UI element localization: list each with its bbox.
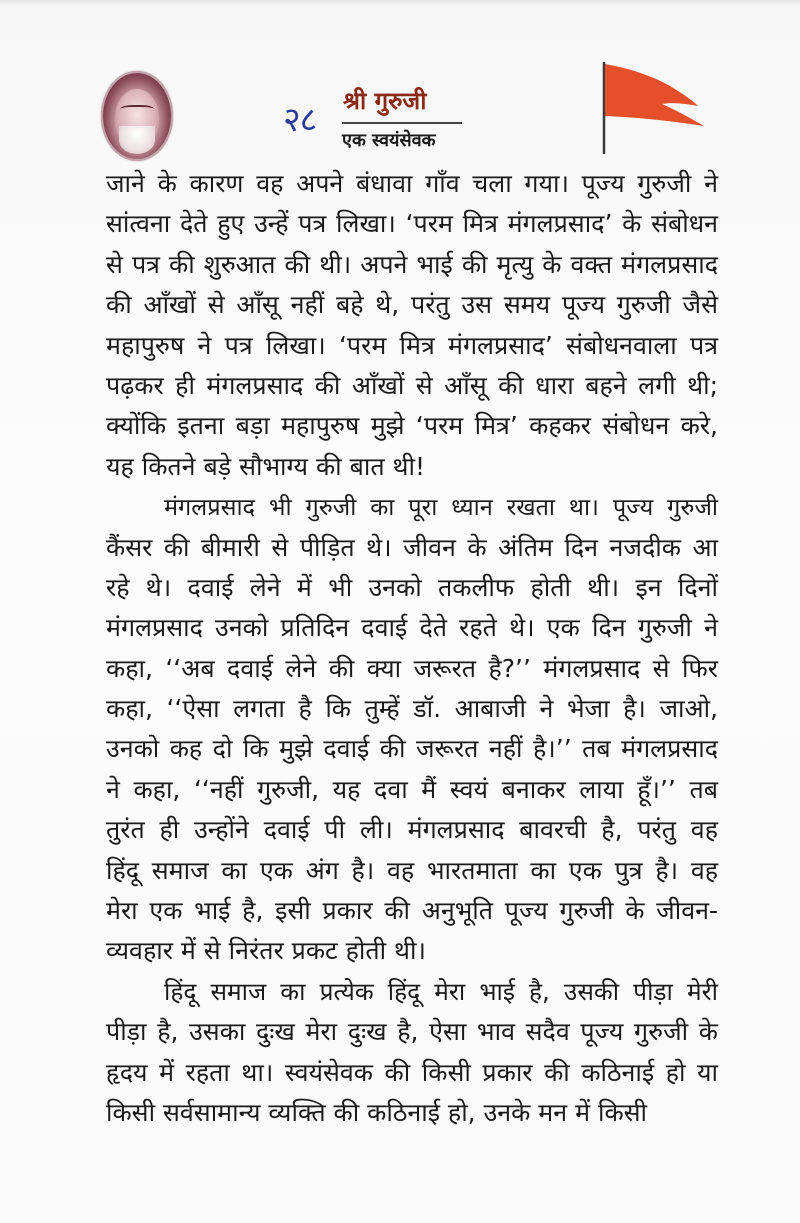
page-number: २८ — [283, 100, 317, 140]
text-line: महापुरुष ने पत्र लिखा। ‘परम मित्र मंगलप्रसाद’ संबोधनवाला पत्र — [106, 330, 718, 360]
portrait-beard — [119, 126, 155, 154]
text-line: जाने के कारण वह अपने बंधावा गाँव चला गया। पूज्य गुरुजी ने — [106, 169, 718, 198]
guruji-portrait — [101, 71, 173, 161]
text-line: कहा, ‘‘ऐसा लगता है कि तुम्हें डॉ. आबाजी ने भेजा है। जाओ, — [106, 694, 718, 724]
paragraph — [106, 487, 718, 972]
book-title: श्री गुरुजी — [343, 87, 427, 115]
text-line: हिंदू समाज का एक अंग है। वह भारतमाता का एक पुत्र है। वह — [106, 855, 718, 885]
flag-cloth — [605, 64, 704, 126]
body-text — [106, 164, 718, 1133]
text-line: तुरंत ही उन्होंने दवाई पी ली। मंगलप्रसाद बावरची है, परंतु वह — [106, 815, 718, 845]
text-line: की आँखों से आँसू नहीं बहे थे, परंतु उस समय पूज्य गुरुजी जैसे — [106, 290, 718, 320]
text-line: कहा, ‘‘अब दवाई लेने की क्या जरूरत है?’’ मंगलप्रसाद से फिर — [106, 653, 718, 683]
text-line: मंगलप्रसाद भी गुरुजी का पूरा ध्यान रखता था। पूज्य गुरुजी — [164, 493, 718, 522]
text-line: हिंदू समाज का प्रत्येक हिंदू मेरा भाई है, उसकी पीड़ा मेरी — [164, 976, 718, 1006]
text-line: व्यवहार में से निरंतर प्रकट होती थी। — [106, 936, 426, 966]
text-line: मेरा एक भाई है, इसी प्रकार की अनुभूति पूज्य गुरुजी के जीवन- — [106, 896, 718, 926]
text-line: यह कितने बड़े सौभाग्य की बात थी! — [106, 451, 426, 481]
text-line: रहे थे। दवाई लेने में भी उनको तकलीफ होती थी। इन दिनों — [106, 572, 718, 602]
text-line: उनको कह दो कि मुझे दवाई की जरूरत नहीं है।’’ तब मंगलप्रसाद — [106, 734, 718, 764]
page-edge-shadow — [0, 0, 800, 6]
text-line: सांत्वना देते हुए उन्हें पत्र लिखा। ‘परम मित्र मंगलप्रसाद’ के संबोधन — [106, 209, 718, 239]
portrait-glasses — [120, 105, 154, 115]
text-line: किसी सर्वसामान्य व्यक्ति की कठिनाई हो, उनके मन में किसी — [106, 1097, 648, 1127]
paragraph — [106, 972, 718, 1134]
book-subtitle: एक स्वयंसेवक — [342, 130, 436, 151]
paragraph — [106, 164, 718, 487]
text-line: से पत्र की शुरुआत की थी। अपने भाई की मृत्यु के वक्त मंगलप्रसाद — [106, 249, 718, 279]
text-line: कैंसर की बीमारी से पीड़ित थे। जीवन के अंतिम दिन नजदीक आ — [106, 532, 718, 562]
text-line: हृदय में रहता था। स्वयंसेवक की किसी प्रकार की कठिनाई हो या — [106, 1057, 718, 1087]
text-line: ने कहा, ‘‘नहीं गुरुजी, यह दवा मैं स्वयं बनाकर लाया हूँ।’’ तब — [106, 774, 718, 804]
text-line: मंगलप्रसाद उनको प्रतिदिन दवाई देते रहते थे। एक दिन गुरुजी ने — [106, 613, 718, 643]
title-divider — [342, 122, 462, 124]
text-line: पीड़ा है, उसका दुःख मेरा दुःख है, ऐसा भाव सदैव पूज्य गुरुजी के — [106, 1017, 718, 1047]
text-line: क्योंकि इतना बड़ा महापुरुष मुझे ‘परम मित्र’ कहकर संबोधन करे, — [106, 411, 718, 441]
text-line: पढ़कर ही मंगलप्रसाद की आँखों से आँसू की धारा बहने लगी थी; — [106, 370, 718, 400]
saffron-flag-icon — [598, 58, 718, 158]
